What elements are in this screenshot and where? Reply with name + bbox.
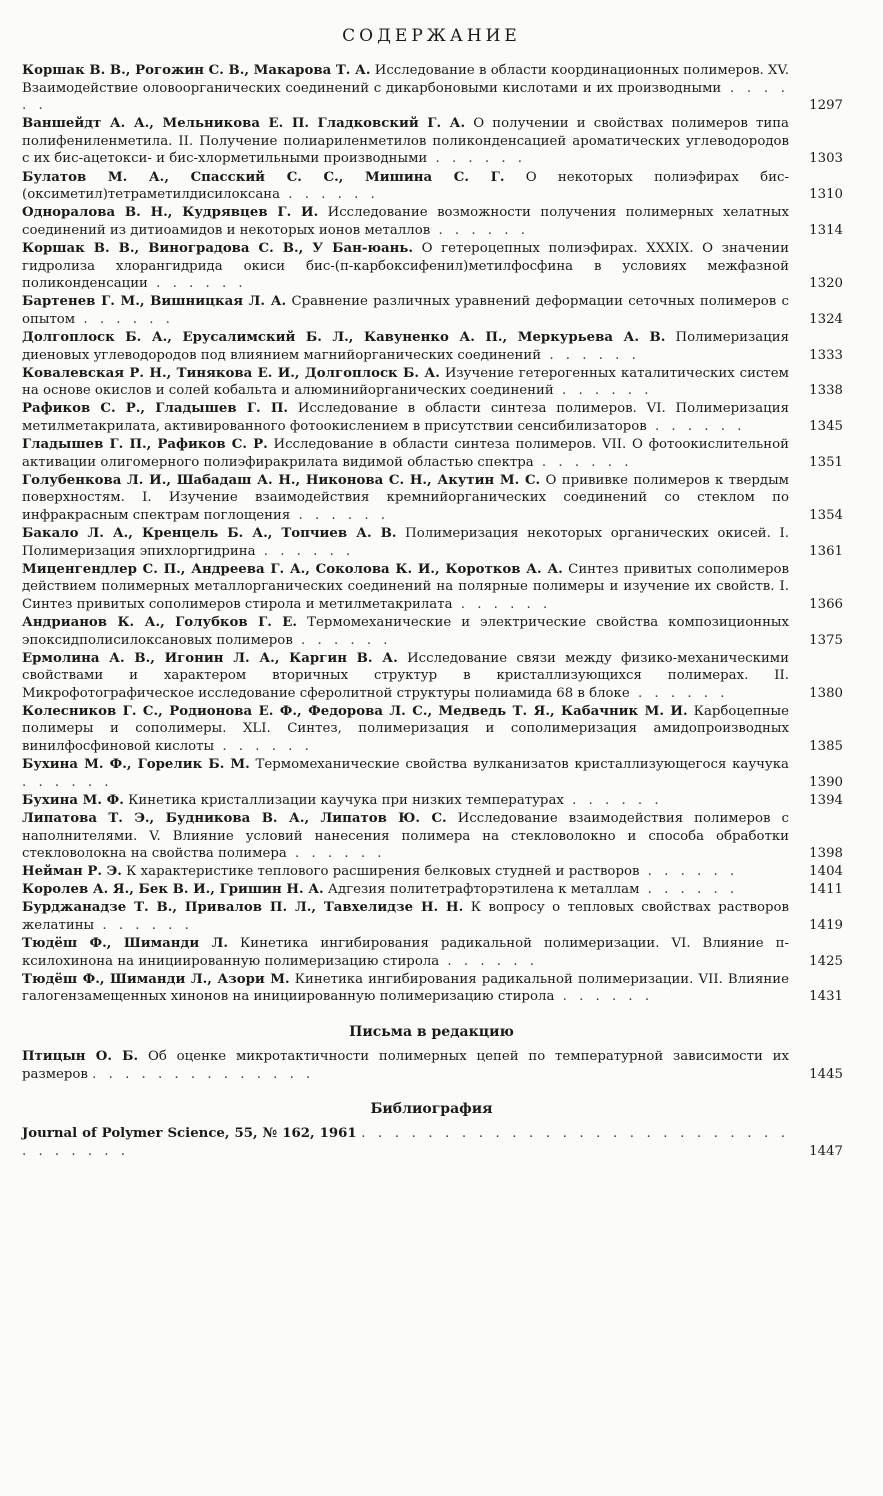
entry-title: Кинетика кристаллизации каучука при низких температурах [128, 792, 564, 808]
entry-title: Исследование в области координационных полимеров. XV. Взаимодействие оловоорганических соединений с дикарбоновыми кислотами и их производными [22, 63, 790, 96]
entry-authors: Бухина М. Ф. [22, 792, 124, 808]
entry-page-number: 1333 [809, 347, 843, 363]
entry-page-number: 1324 [809, 311, 843, 327]
letters-page: 1445 [809, 1066, 843, 1082]
entry-authors: Долгоплоск Б. А., Ерусалимский Б. Л., Кавуненко А. П., Меркурьева А. В. [22, 329, 666, 345]
entry-title: Карбоцепные полимеры и сополимеры. XLI. Синтез, полимеризация и сополимеризация амидопроизводных винилфосфиновой кислоты [22, 703, 790, 755]
entry-title: Исследование в области синтеза полимеров. VI. Полимеризация метилметакрилата, активированного фотоокислением в присутствии сенсибилизаторов [22, 401, 789, 434]
entry-title: О получении и свойствах полимеров типа полифениленметила. II. Получение полиариленметилов поликонденсацией ароматических углеводородов с их бис-ацетокси- и бис-хлорметильными производными [22, 116, 789, 167]
entry-authors: Коршак В. В., Виноградова С. В., У Бан-юань. [22, 240, 413, 256]
toc-entry-body [20, 703, 789, 756]
toc-entry-body [20, 204, 789, 239]
entry-page-number: 1411 [809, 882, 843, 898]
entry-authors: Тюдёш Ф., Шиманди Л., Азори М. [22, 971, 290, 987]
letters-text: Об оценке микротактичности полимерных цепей по температурной зависимости их размеров [22, 1048, 789, 1082]
entry-title: Термомеханические свойства вулканизатов кристаллизующегося каучука [255, 757, 789, 773]
toc-entry [20, 614, 843, 649]
entry-authors: Рафиков С. Р., Гладышев Г. П. [22, 401, 289, 417]
toc-entry [20, 703, 843, 756]
toc-entry-body [20, 935, 789, 970]
contents-list [20, 62, 843, 1006]
dot-leader: . . . . . . [292, 632, 392, 648]
toc-entry-body [20, 525, 789, 560]
toc-entry [20, 899, 843, 934]
dot-leader: . . . . . . [22, 774, 113, 790]
entry-authors: Голубенкова Л. И., Шабадаш А. Н., Никонова С. Н., Акутин М. С. [22, 472, 541, 488]
dot-leader: . . . . . . [563, 792, 663, 808]
dot-leader: . . . . . . [75, 311, 174, 327]
entry-authors: Бурджанадзе Т. В., Привалов П. Л., Тавхелидзе Н. Н. [22, 900, 464, 916]
entry-authors: Ковалевская Р. Н., Тинякова Е. И., Долгоплоск Б. А. [22, 365, 440, 381]
toc-entry [20, 365, 843, 400]
entry-authors: Гладышев Г. П., Рафиков С. Р. [22, 436, 268, 452]
entry-page-number: 1404 [809, 864, 843, 880]
dot-leader: . . . . . . [452, 596, 552, 612]
entry-page-number: 1375 [809, 632, 843, 648]
dot-leader: . . . . . . [629, 685, 729, 701]
toc-entry [20, 169, 843, 204]
entry-page-number: 1345 [809, 418, 843, 434]
entry-title: Полимеризация некоторых органических окисей. I. Полимеризация эпихлоргидрина [22, 525, 789, 559]
entry-authors: Бухина М. Ф., Горелик Б. М. [22, 757, 250, 773]
toc-entry [20, 561, 843, 614]
entry-title: Полимеризация диеновых углеводородов под влиянием магнийорганических соединений [22, 329, 789, 363]
toc-entry [20, 650, 843, 703]
entry-page-number: 1380 [809, 685, 843, 701]
toc-entry [20, 792, 843, 810]
bibliography-entry-body [20, 1125, 789, 1160]
toc-entry [20, 400, 843, 435]
entry-page-number: 1297 [809, 98, 843, 114]
toc-entry-body [20, 792, 789, 810]
toc-entry-body [20, 293, 789, 328]
toc-entry [20, 115, 843, 168]
toc-entry-body [20, 810, 789, 863]
toc-entry [20, 293, 843, 328]
entry-page-number: 1385 [809, 739, 843, 755]
entry-title: О некоторых полиэфирах бис-(оксиметил)тетраметилдисилоксана [22, 169, 789, 203]
toc-entry-body [20, 365, 789, 400]
entry-page-number: 1419 [809, 918, 843, 933]
toc-entry-body [20, 472, 789, 525]
entry-page-number: 1390 [809, 774, 843, 790]
dot-leader: . . . . . . [639, 864, 739, 880]
bibliography-page: 1447 [809, 1143, 843, 1159]
entry-title: Исследование связи между физико-механическими свойствами и характером вторичных структур в кристаллизующихся полимерах. II. Микрофотографическое исследование сферолитной структуры полиамида 68 в блоке [22, 650, 790, 701]
entry-title: О гетероцепных полиэфирах. XXXIX. О значении гидролиза хлорангидрида окиси бис-(п-карбоксифенил)метилфосфина в условиях межфазной поликонденсации [22, 240, 789, 292]
dot-leader: . . . . . . [541, 347, 640, 363]
toc-entry [20, 240, 843, 293]
toc-entry [20, 62, 843, 115]
dot-leader: . . . . . . . . . . . . . . . . . . . . . . . . . . . . . . . . . [22, 1126, 789, 1159]
entry-authors: Бартенев Г. М., Вишницкая Л. А. [22, 294, 287, 310]
dot-leader: . . . . . . [430, 222, 529, 238]
toc-entry [20, 204, 843, 239]
bibliography-source: Journal of Polymer Science, 55, № 162, 1961 [22, 1126, 357, 1142]
toc-entry-body [20, 614, 789, 649]
toc-entry [20, 863, 843, 881]
toc-entry [20, 971, 843, 1006]
entry-page-number: 1320 [809, 276, 843, 292]
entry-title: Изучение гетерогенных каталитических систем на основе окислов и солей кобальта и алюминийорганических соединений [22, 365, 789, 399]
dot-leader: . . . . . . [553, 383, 653, 399]
toc-entry-body [20, 971, 789, 1006]
letters-authors: Птицын О. Б. [22, 1048, 139, 1064]
toc-entry-body [20, 756, 789, 791]
entry-title: Кинетика ингибирования радикальной полимеризации. VII. Влияние галогензамещенных хинонов на инициированную полимеризацию стирола [22, 971, 789, 1005]
entry-title: Кинетика ингибирования радикальной полимеризации. VI. Влияние п-ксилохинона на инициированную полимеризацию стирола [22, 936, 789, 969]
entry-authors: Нейман Р. Э. [22, 864, 122, 880]
dot-leader: . . . . . . [280, 187, 379, 203]
entry-page-number: 1425 [809, 953, 843, 969]
entry-authors: Коршак В. В., Рогожин С. В., Макарова Т. А. [22, 63, 371, 78]
entry-authors: Колесников Г. С., Родионова Е. Ф., Федорова Л. С., Медведь Т. Я., Кабачник М. И. [22, 703, 688, 719]
toc-entry-body [20, 650, 789, 703]
entry-authors: Тюдёш Ф., Шиманди Л. [22, 936, 228, 952]
dot-leader: . . . . . . [286, 846, 386, 862]
entry-title: Сравнение различных уравнений деформации сеточных полимеров с опытом [22, 294, 789, 327]
toc-entry [20, 436, 843, 471]
entry-page-number: 1366 [809, 596, 843, 612]
dot-leader: . . . . . . [427, 151, 527, 167]
bibliography-heading: Библиография [370, 1101, 493, 1118]
toc-entry [20, 472, 843, 525]
dot-leader: . . . . . . . . . . . . . . [92, 1066, 315, 1082]
entry-title: Термомеханические и электрические свойства композиционных эпоксидполисилоксановых полимеров [22, 614, 790, 648]
toc-entry-body [20, 881, 789, 899]
entry-page-number: 1351 [809, 454, 843, 470]
contents-title: СОДЕРЖАНИЕ [342, 26, 521, 46]
toc-entry-body [20, 436, 789, 471]
toc-entry-body [20, 169, 789, 204]
toc-entry-body [20, 400, 789, 435]
entry-title: О прививке полимеров к твердым поверхностям. I. Изучение взаимодействия кремнийорганических соединений со стеклом по инфракрасным спектрам поглощения [22, 472, 789, 523]
entry-page-number: 1361 [809, 543, 843, 559]
entry-page-number: 1310 [809, 187, 843, 203]
entry-authors: Булатов М. А., Спасский С. С., Мишина С. Г. [22, 169, 505, 185]
dot-leader: . . . . . . [533, 454, 633, 470]
dot-leader: . . . . . . [214, 739, 313, 755]
dot-leader: . . . . . . [554, 989, 654, 1005]
dot-leader: . . . . . . [255, 543, 355, 559]
toc-entry-body [20, 329, 789, 364]
entry-title: К вопросу о тепловых свойствах растворов желатины [22, 900, 789, 933]
entry-authors: Одноралова В. Н., Кудрявцев Г. И. [22, 205, 319, 221]
entry-title: Синтез привитых сополимеров действием полимерных металлорганических соединений на полярные полимеры и изучение их свойств. I. Синтез привитых сополимеров стирола и метилметакрилата [22, 561, 790, 612]
entry-page-number: 1303 [809, 151, 843, 167]
toc-entry-body [20, 62, 789, 115]
dot-leader: . . . . . . [94, 918, 193, 933]
entry-title: Исследование возможности получения полимерных хелатных соединений из дитиоамидов и некоторых ионов металлов [22, 205, 789, 238]
entry-authors: Королев А. Я., Бек В. И., Гришин Н. А. [22, 882, 324, 898]
entry-title: Исследование взаимодействия полимеров с наполнителями. V. Влияние условий нанесения полимера на стекловолокно и способа обработки стекловолокна на свойства полимера [22, 810, 789, 862]
entry-page-number: 1338 [809, 383, 843, 399]
letters-entry [20, 1048, 843, 1083]
toc-entry-body [20, 863, 789, 881]
entry-page-number: 1354 [809, 507, 843, 523]
entry-title: Исследование в области синтеза полимеров. VII. О фотоокислительной активации олигомерного полиэфиракрилата видимой областью спектра [22, 436, 789, 470]
dot-leader: . . . . . . [646, 418, 746, 434]
entry-title: К характеристике теплового расширения белковых студней и растворов [126, 864, 640, 880]
dot-leader: . . . . . . [22, 80, 789, 114]
entry-page-number: 1431 [809, 989, 843, 1005]
toc-entry [20, 329, 843, 364]
toc-entry [20, 881, 843, 899]
entry-authors: Андрианов К. А., Голубков Г. Е. [22, 614, 298, 630]
toc-entry [20, 525, 843, 560]
toc-entry-body [20, 899, 789, 934]
bibliography-entry [20, 1125, 843, 1160]
entry-authors: Ваншейдт А. А., Мельникова Е. П. Гладковский Г. А. [22, 116, 466, 132]
toc-entry-body [20, 561, 789, 614]
toc-entry [20, 810, 843, 863]
letters-entry-body [20, 1048, 789, 1083]
entry-authors: Ермолина А. В., Игонин Л. А., Каргин В. А. [22, 650, 398, 666]
letters-heading: Письма в редакцию [349, 1023, 514, 1040]
dot-leader: . . . . . . [639, 882, 739, 898]
toc-entry [20, 935, 843, 970]
entry-title: Адгезия политетрафторэтилена к металлам [327, 882, 640, 898]
entry-page-number: 1314 [809, 222, 843, 238]
dot-leader: . . . . . . [439, 953, 538, 969]
toc-entry-body [20, 115, 789, 168]
dot-leader: . . . . . . [147, 276, 247, 292]
entry-authors: Миценгендлер С. П., Андреева Г. А., Соколова К. И., Коротков А. А. [22, 561, 563, 577]
dot-leader: . . . . . . [290, 507, 390, 523]
entry-authors: Бакало Л. А., Кренцель Б. А., Топчиев А. В. [22, 525, 397, 541]
entry-page-number: 1398 [809, 846, 843, 862]
entry-authors: Липатова Т. Э., Будникова В. А., Липатов Ю. С. [22, 810, 447, 826]
toc-entry [20, 756, 843, 791]
entry-page-number: 1394 [809, 792, 843, 808]
toc-entry-body [20, 240, 789, 293]
